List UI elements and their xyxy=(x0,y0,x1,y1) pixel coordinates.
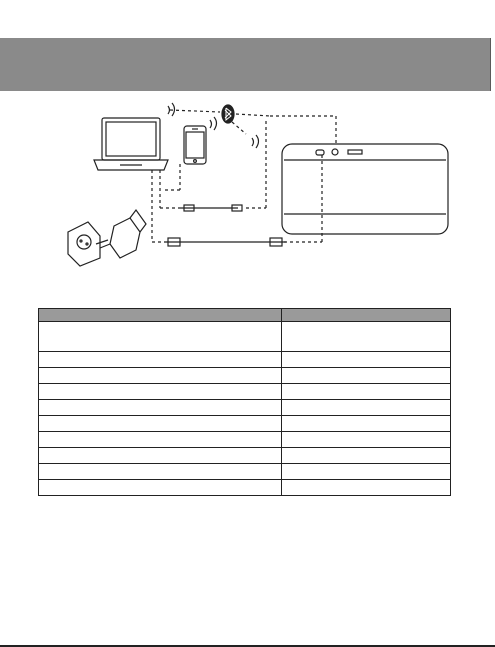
spec-cell xyxy=(39,464,282,480)
spec-cell xyxy=(282,322,451,352)
table-row xyxy=(39,368,451,384)
header-edge xyxy=(490,38,495,91)
table-row xyxy=(39,400,451,416)
spec-cell xyxy=(282,368,451,384)
spec-cell xyxy=(39,384,282,400)
spec-cell xyxy=(282,416,451,432)
spec-cell xyxy=(39,448,282,464)
usb-plug-icon xyxy=(164,238,286,246)
bluetooth-links xyxy=(152,110,336,242)
spec-cell xyxy=(39,400,282,416)
spec-cell xyxy=(282,384,451,400)
table-row xyxy=(39,464,451,480)
table-row xyxy=(39,480,451,496)
spec-cell xyxy=(39,352,282,368)
table-row xyxy=(39,416,451,432)
power-adapter-icon xyxy=(96,210,146,258)
spec-table-header xyxy=(39,309,451,322)
header-band xyxy=(0,38,493,91)
spec-cell xyxy=(282,464,451,480)
spec-cell xyxy=(39,322,282,352)
spec-header-b xyxy=(282,309,451,322)
wireless-waves-icon xyxy=(168,103,259,148)
spec-cell xyxy=(39,368,282,384)
spec-cell xyxy=(39,432,282,448)
spec-cell xyxy=(282,432,451,448)
spec-cell xyxy=(282,400,451,416)
spec-cell xyxy=(39,416,282,432)
smartphone-icon xyxy=(184,126,206,164)
bluetooth-icon xyxy=(222,105,234,123)
connection-diagram xyxy=(60,98,460,268)
wall-socket-icon xyxy=(68,222,100,266)
table-row xyxy=(39,432,451,448)
spec-cell xyxy=(282,352,451,368)
spec-table xyxy=(38,308,451,496)
table-row xyxy=(39,322,451,352)
speaker-icon xyxy=(282,144,448,234)
spec-header-a xyxy=(39,309,282,322)
table-row xyxy=(39,448,451,464)
audio-jack-icon xyxy=(180,205,242,211)
table-row xyxy=(39,384,451,400)
table-row xyxy=(39,352,451,368)
spec-cell xyxy=(39,480,282,496)
laptop-icon xyxy=(94,118,168,170)
spec-cell xyxy=(282,448,451,464)
spec-cell xyxy=(282,480,451,496)
